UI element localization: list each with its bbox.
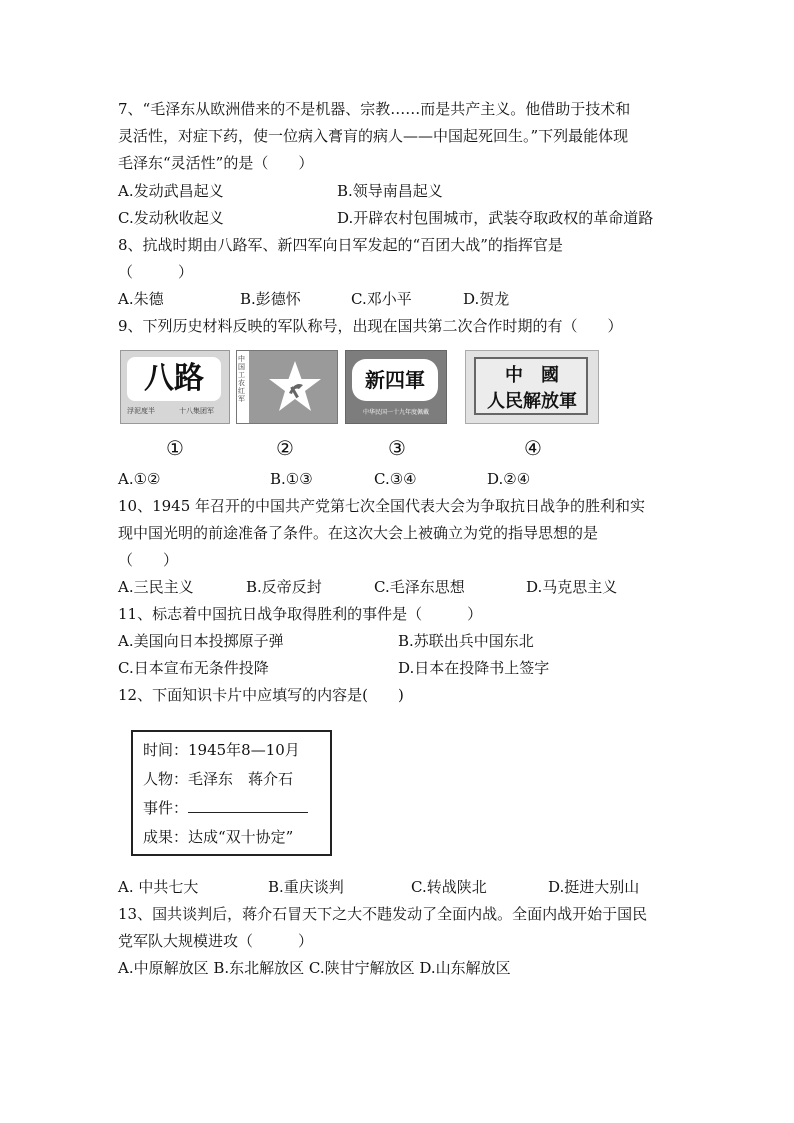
armband-main-text: 新四軍	[352, 359, 438, 401]
q7-stem-line-2: 灵活性，对症下药，使一位病入膏肓的病人——中国起死回生。”下列最能体现	[118, 127, 629, 145]
q12-option-c: C.转战陕北	[411, 878, 487, 896]
q11-option-b: B.苏联出兵中国东北	[398, 632, 534, 650]
q10-option-c: C.毛泽东思想	[374, 578, 465, 596]
q13-options: A.中原解放区 B.东北解放区 C.陕甘宁解放区 D.山东解放区	[118, 959, 511, 977]
armband-sub-text-2: 十八集团军	[179, 407, 214, 415]
armband-sub-text: 中华民国一十九年度佩戴	[362, 409, 429, 416]
q7-stem-line-3: 毛泽东“灵活性”的是（ ）	[118, 154, 314, 172]
q9-option-d: D.②④	[487, 470, 531, 488]
q7-option-c: C.发动秋收起义	[118, 209, 224, 227]
card-event-row	[143, 798, 308, 818]
card-time: 时间：1945年8—10月	[143, 741, 300, 759]
q8-option-b: B.彭德怀	[240, 290, 301, 308]
flag-side-text: 中国工农红军	[238, 355, 245, 403]
new-fourth-army-armband-image	[345, 350, 447, 424]
q7-stem-line-1: 7、“毛泽东从欧洲借来的不是机器、宗教……而是共产主义。他借助于技术和	[118, 100, 631, 118]
image-number-1: ①	[166, 436, 184, 460]
q8-option-c: C.邓小平	[351, 290, 412, 308]
card-event-blank	[188, 798, 308, 813]
armband-sub-text-1: 浮泥度半	[127, 407, 155, 415]
q8-option-d: D.贺龙	[463, 290, 510, 308]
q12-stem-line-1: 12、下面知识卡片中应填写的内容是( )	[118, 686, 404, 704]
red-army-flag-image	[236, 350, 338, 424]
image-number-2: ②	[276, 436, 294, 460]
image-number-4: ④	[524, 436, 542, 460]
q12-option-d: D.挺进大别山	[548, 878, 640, 896]
q11-option-d: D.日本在投降书上签字	[398, 659, 550, 677]
image-number-3: ③	[388, 436, 406, 460]
q11-option-c: C.日本宣布无条件投降	[118, 659, 269, 677]
q9-option-b: B.①③	[270, 470, 313, 488]
q10-option-a: A.三民主义	[118, 578, 194, 596]
card-event-label: 事件：	[143, 799, 189, 817]
badge-line-1: 中 國	[505, 365, 559, 386]
q10-stem-line-1: 10、1945 年召开的中国共产党第七次全国代表大会为争取抗日战争的胜利和实	[118, 497, 646, 515]
q10-option-b: B.反帝反封	[246, 578, 322, 596]
knowledge-card	[131, 730, 332, 856]
card-people: 人物：毛泽东 蒋介石	[143, 770, 294, 788]
q12-option-b: B.重庆谈判	[268, 878, 344, 896]
star-icon	[267, 359, 323, 415]
q13-stem-line-1: 13、国共谈判后，蒋介石冒天下之大不韪发动了全面内战。全面内战开始于国民	[118, 905, 648, 923]
q7-option-d: D.开辟农村包围城市，武装夺取政权的革命道路	[337, 209, 654, 227]
q8-stem-line-2: （ ）	[118, 263, 194, 281]
badge-line-2: 人民解放軍	[487, 391, 577, 412]
q12-option-a: A. 中共七大	[118, 878, 199, 896]
q10-stem-line-3: （ ）	[118, 551, 179, 569]
q8-option-a: A.朱德	[118, 290, 164, 308]
q9-option-c: C.③④	[374, 470, 417, 488]
q8-stem-line-1: 8、抗战时期由八路军、新四军向日军发起的“百团大战”的指挥官是	[118, 236, 563, 254]
eighth-route-army-armband-image	[120, 350, 230, 424]
q13-stem-line-2: 党军队大规模进攻（ ）	[118, 932, 314, 950]
pla-badge-image	[465, 350, 599, 424]
armband-main-text: 八路	[127, 357, 221, 401]
q11-option-a: A.美国向日本投掷原子弹	[118, 632, 284, 650]
q7-option-a: A.发动武昌起义	[118, 182, 224, 200]
q11-stem-line-1: 11、标志着中国抗日战争取得胜利的事件是（ ）	[118, 605, 483, 623]
card-result: 成果：达成“双十协定”	[143, 828, 294, 846]
q10-stem-line-2: 现中国光明的前途准备了条件。在这次大会上被确立为党的指导思想的是	[118, 524, 599, 542]
q10-option-d: D.马克思主义	[526, 578, 618, 596]
q9-stem-line-1: 9、下列历史材料反映的军队称号，出现在国共第二次合作时期的有（ ）	[118, 317, 623, 335]
q9-option-a: A.①②	[118, 470, 161, 488]
q7-option-b: B.领导南昌起义	[337, 182, 443, 200]
